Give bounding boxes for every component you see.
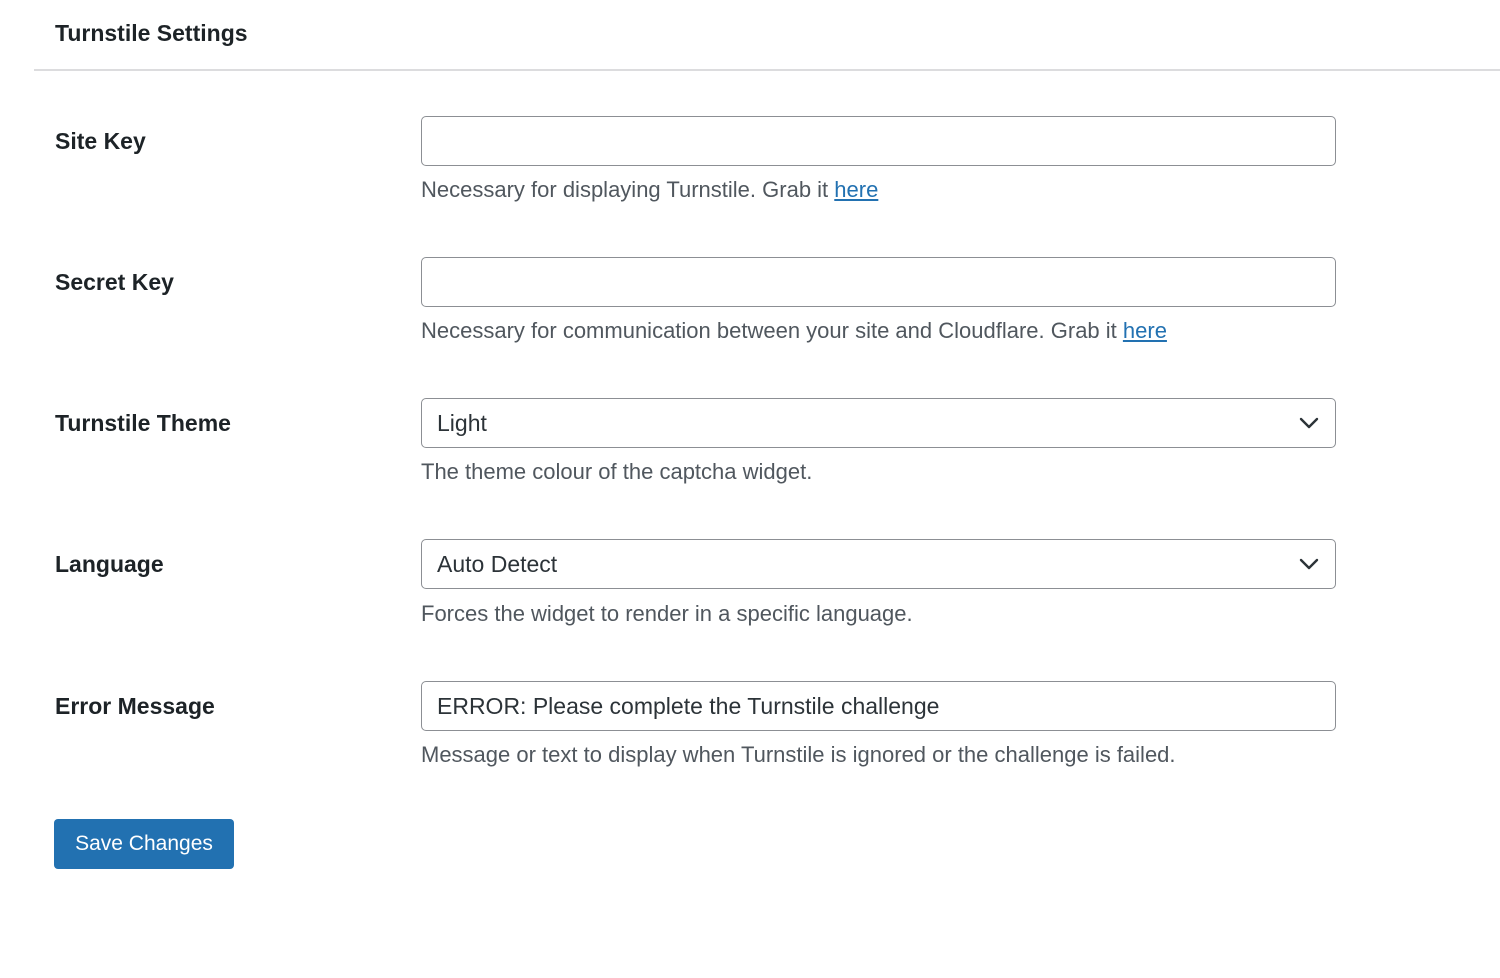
secret-key-description-text: Necessary for communication between your site and Cloudflare. Grab it (421, 318, 1123, 343)
site-key-input[interactable] (422, 117, 1335, 165)
language-select[interactable] (421, 539, 1336, 589)
secret-key-here-link[interactable]: here (1122, 318, 1167, 343)
theme-select[interactable] (421, 398, 1336, 448)
section-title: Turnstile Settings (55, 20, 248, 46)
language-label: Language (55, 551, 164, 577)
save-changes-button[interactable]: Save Changes (54, 819, 234, 869)
secret-key-input[interactable] (422, 258, 1335, 306)
site-key-label: Site Key (55, 128, 146, 154)
site-key-description-text: Necessary for displaying Turnstile. Grab it (421, 177, 835, 202)
error-message-description: Message or text to display when Turnstile is ignored or the challenge is failed. (421, 742, 1176, 767)
site-key-here-link[interactable]: here (834, 177, 879, 202)
site-key-description (421, 176, 878, 204)
chevron-down-icon (1298, 416, 1320, 430)
error-message-label: Error Message (55, 693, 215, 719)
language-description: Forces the widget to render in a specific language. (421, 601, 913, 626)
language-selected-value: Auto Detect (437, 550, 558, 577)
error-message-input[interactable] (422, 682, 1335, 730)
theme-selected-value: Light (437, 409, 487, 436)
theme-label: Turnstile Theme (55, 410, 231, 436)
section-divider (34, 69, 1500, 71)
secret-key-description (421, 317, 1167, 345)
secret-key-field-wrapper (421, 257, 1336, 307)
chevron-down-icon (1298, 557, 1320, 571)
secret-key-label: Secret Key (55, 269, 174, 295)
error-message-field-wrapper (421, 681, 1336, 731)
site-key-field-wrapper (421, 116, 1336, 166)
theme-description: The theme colour of the captcha widget. (421, 459, 813, 484)
